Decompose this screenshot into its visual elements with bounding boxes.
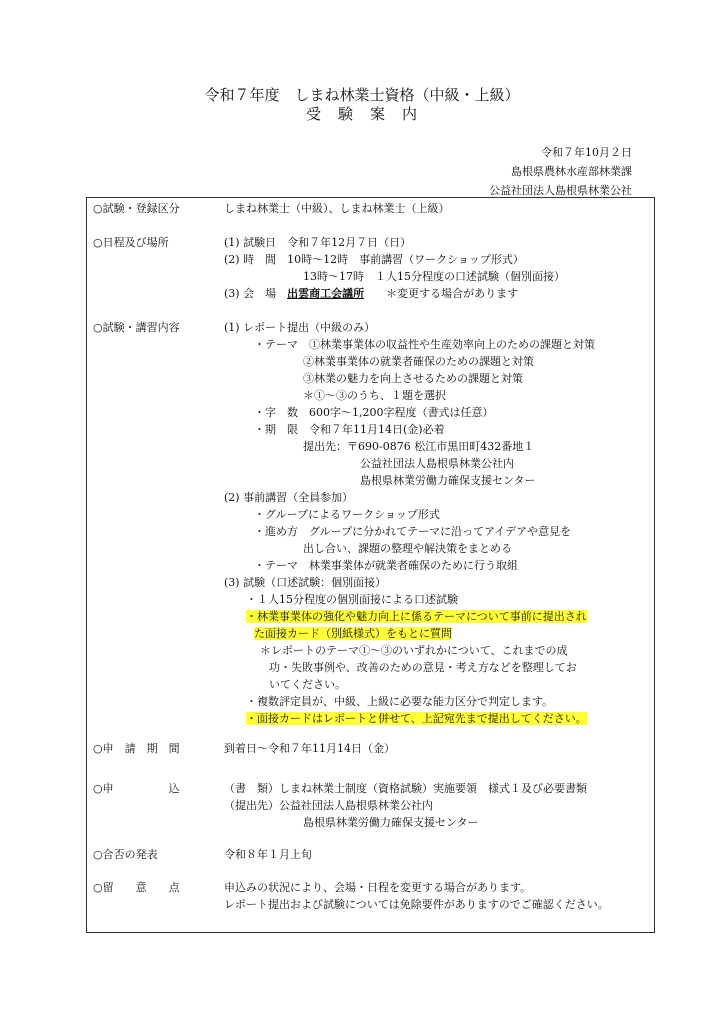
oral-exam-note-1: ＊レポートのテーマ①～③のいずれかについて、これまでの成 [260,644,568,657]
time-line: (2) 時 間 10時～12時 事前講習（ワークショップ形式） [224,253,524,266]
section-content [224,740,650,757]
report-length: ・字 数 600字～1,200字程度（書式は任意） [254,406,494,419]
section-content [224,780,650,831]
pre-lecture-format: ・グループによるワークショップ形式 [254,508,440,521]
pre-lecture-method: ・進め方 グループに分かれてテーマに沿ってアイデアや意見を [254,525,572,538]
section-content [224,234,650,302]
submission-org: 公益社団法人島根県林業公社内 [360,457,514,470]
report-heading: (1) レポート提出（中級のみ） [224,321,376,334]
page-subtitle: 受 験 案 内 [305,105,418,123]
page-title: 令和７年度 しまね林業士資格（中級・上級） [204,86,520,104]
category-text: しまね林業士（中級）、しまね林業士（上級） [224,202,450,215]
exam-date-line: (1) 試験日 令和７年12月７日（日） [224,236,412,249]
pre-lecture-heading: (2) 事前講習（全員参加） [224,491,354,504]
result-date: 令和８年１月上旬 [224,848,312,861]
venue-note: ＊変更する場合があります [386,287,519,300]
report-theme-1: ・テーマ ①林業事業体の収益性や生産効率向上のための課題と対策 [254,338,595,351]
section-content [224,879,650,913]
section-label: ○試験・登録区分 [93,202,180,215]
issuer-department: 島根県農林水産部林業課 [511,165,632,178]
venue-name: 出雲商工会議所 [287,287,365,300]
pre-lecture-theme: ・テーマ 林業事業体が就業者確保のために行う取組 [254,559,518,572]
venue-line [224,285,650,302]
oral-exam-judging: ・複数評定員が、中級、上級に必要な能力区分で判定します。 [246,695,554,708]
pre-lecture-method-2: 出し合い、課題の整理や解決策をまとめる [303,542,512,555]
section-label: ○合否の発表 [93,848,158,861]
section-label: ○日程及び場所 [93,236,169,249]
section-label: ○試験・講習内容 [93,321,180,334]
section-label: ○申 込 [93,782,180,795]
report-theme-3: ③林業の魅力を向上させるための課題と対策 [303,372,523,385]
highlighted-text: ・林業事業体の強化や魅力向上に係るテーマについて事前に提出され [246,610,587,623]
submission-address: 提出先：〒690-0876 松江市黒田町432番地１ [303,440,535,453]
venue-prefix: (3) 会 場 [224,287,288,300]
issuer-organization: 公益社団法人島根県林業公社 [489,184,632,197]
oral-exam-heading: (3) 試験（口述試験：個別面接） [224,576,387,589]
oral-exam-note-3: いてください。 [269,678,346,691]
application-destination: （提出先）公益社団法人島根県林業公社内 [224,799,433,812]
oral-exam-format: ・１人15分程度の個別面接による口述試験 [246,593,458,606]
oral-exam-note-2: 功・失敗事例や、改善のための意見・考え方などを整理してお [269,661,577,674]
report-deadline: ・期 限 令和７年11月14日(金)必着 [254,423,445,436]
oral-exam-highlight-2 [224,625,650,642]
section-label: ○申 請 期 間 [93,742,180,755]
application-period-text: 到着日～令和７年11月14日（金） [224,742,395,755]
issuer-block [489,143,632,200]
application-documents: （書 類）しまね林業士制度（資格試験）実施要領 様式１及び必要書類 [224,782,587,795]
report-theme-note: ＊①～③のうち、１題を選択 [303,389,446,402]
highlighted-text: た面接カード（別紙様式）をもとに質問 [254,627,452,640]
issue-date: 令和７年10月２日 [541,146,632,159]
section-content [224,846,650,863]
notes-line-2: レポート提出および試験については免除要件がありますのでご確認ください。 [224,898,609,911]
report-theme-2: ②林業事業体の就業者確保のための課題と対策 [303,355,534,368]
notes-line-1: 申込みの状況により、会場・日程を変更する場合があります。 [224,881,532,894]
section-content [224,319,650,727]
guide-table [86,197,655,933]
section-content [224,200,650,217]
highlighted-text: ・面接カードはレポートと併せて、上記宛先まで提出してください。 [246,712,587,725]
section-label: ○留 意 点 [93,881,180,894]
submission-center: 島根県林業労働力確保支援センター [360,474,536,487]
oral-exam-highlight-1 [224,608,650,625]
oral-exam-highlight-3 [224,710,650,727]
application-destination-2: 島根県林業労働力確保支援センター [303,816,479,829]
time-line-2: 13時～17時 １人15分程度の口述試験（個別面接） [303,270,565,283]
